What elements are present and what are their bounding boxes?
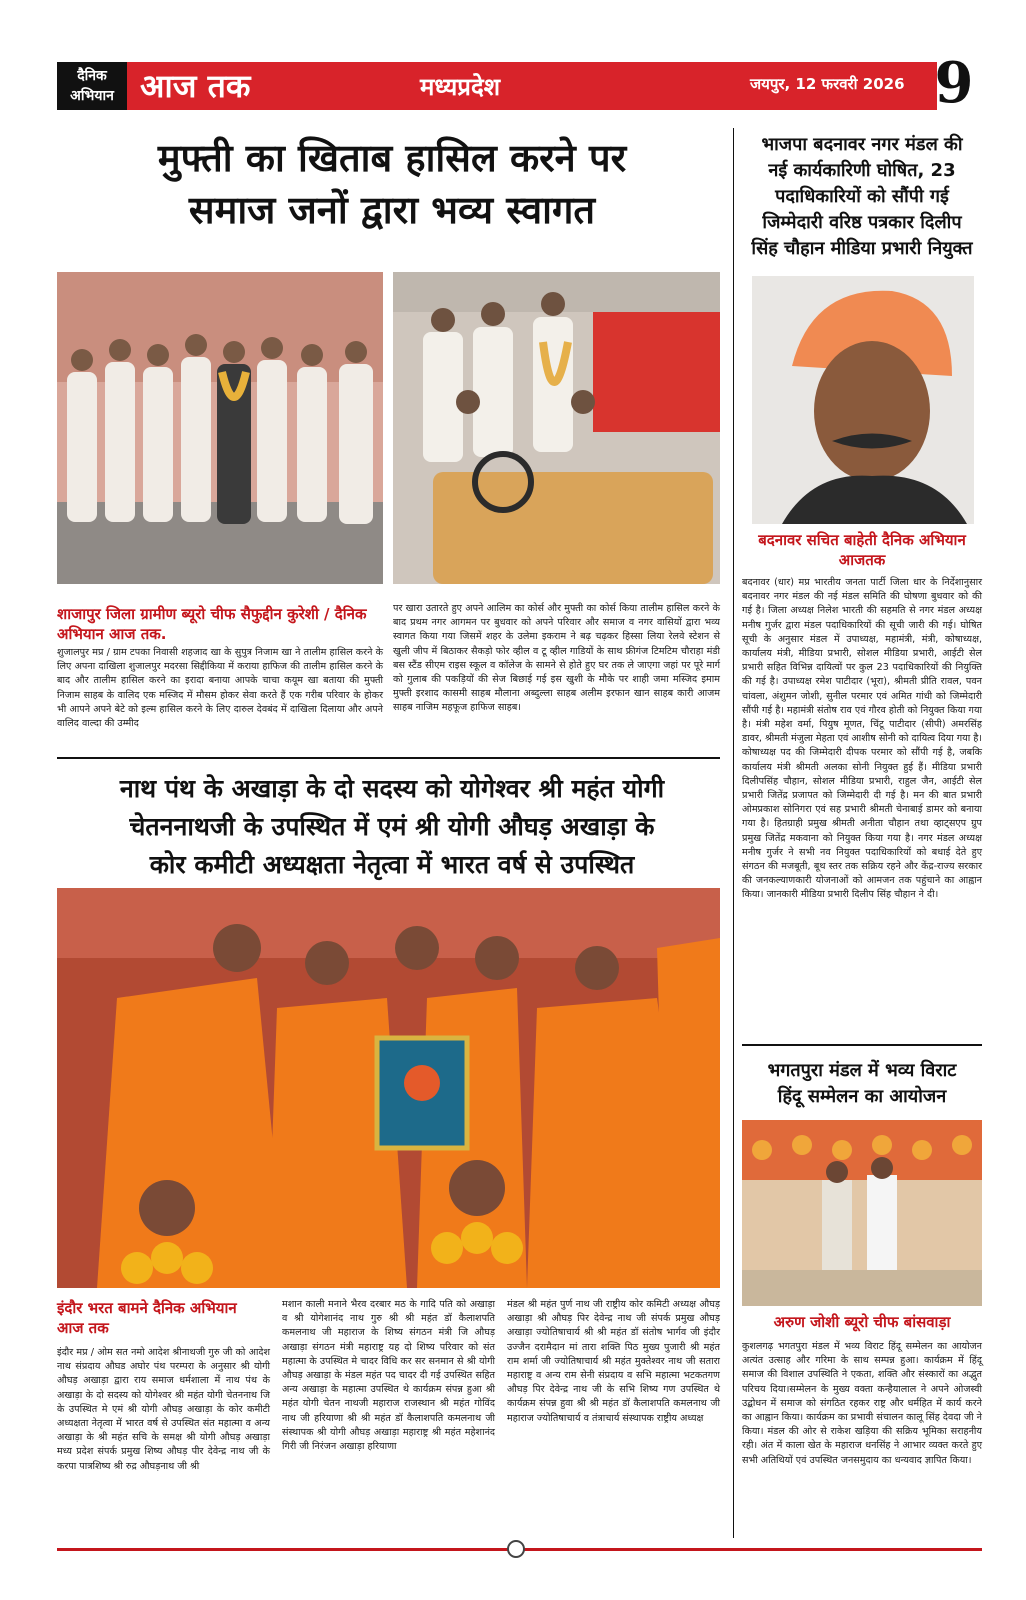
- column-divider: [733, 128, 734, 1538]
- story3-body: बदनावर (धार) मप्र भारतीय जनता पार्टी जिला धार के निर्देशानुसार बदनावर नगर मंडल की नई मंडल समिति की घोषणा बुधवार को की गई है। जिला अध्यक्ष निलेश भारती की सहमति से नगर मंडल अध्यक्ष मनीष गुर्जर द्वारा मंडल पदाधिकारियों की सूची जारी की गई। घोषित सूची के अनुसार मंडल में उपाध्यक्ष, महामंत्री, मंत्री, कोषाध्यक्ष, कार्यालय मंत्री, मीडिया प्रभारी, सोशल मीडिया प्रभारी, आईटी सेल प्रभारी सहित विभिन्न दायित्वों पर कुल 23 पदाधिकारियों की नियुक्ति की गई है। उपाध्यक्ष रमेश पाटीदार (भूरा), श्रीमती प्रीति रावल, पवन चांवला, अंशुमन जोशी, सुनील परमार एवं अमित गांधी को जिम्मेदारी सौंपी गई है। महामंत्री संतोष राव एवं गौरव होती को नियुक्त किया गया है। मंत्री महेश वर्मा, पियुष मूणत, चिंटू पाटीदार (सीपी) अमरसिंह डावर, श्रीमती मंजुला मेहता एवं आशीष सोनी को दायित्व दिया गया है। कोषाध्यक्ष पद की जिम्मेदारी दीपक परमार को सौंपी गई है, जबकि कार्यालय मंत्री श्रीमती अलका सोनी नियुक्त हुई हैं। मीडिया प्रभारी दिलीपसिंह चौहान, सोशल मीडिया प्रभारी, राहुल जैन, आईटी सेल प्रभारी जितेंद्र प्रजापत को जिम्मेदारी दी गई है। मन की बात प्रभारी ओमप्रकाश सोनिगरा एवं सह प्रभारी श्रीमती चेनाबाई डामर को बनाया गया है। हितग्राही प्रमुख श्रीमती अनीता चौहान तथा व्हाट्सएप ग्रुप प्रमुख जितेंद्र मकवाना को नियुक्त किया गया है। नगर मंडल अध्यक्ष मनीष गुर्जर ने सभी नव नियुक्त पदाधिकारियों को बधाई देते हुए संगठन की मजबूती, बूथ स्तर तक सक्रिय रहने और केंद्र-राज्य सरकार की जनकल्याणकारी योजनाओं को आमजन तक पहुंचाने का आह्वान किया। जानकारी मीडिया प्रभारी दिलीप सिंह चौहान ने दी।: [742, 577, 983, 901]
- story3-headline: [742, 132, 982, 262]
- story2-headline: [57, 770, 727, 884]
- story3-portrait: [752, 276, 974, 524]
- masthead-title: आज तक: [140, 67, 251, 105]
- story4-photo: [742, 1120, 982, 1306]
- story3-headline-line5: सिंह चौहान मीडिया प्रभारी नियुक्त: [751, 238, 973, 259]
- story4-headline-line2: हिंदू सम्मेलन का आयोजन: [777, 1086, 947, 1107]
- story2-photo: [57, 888, 720, 1288]
- story3-headline-line3: पदाधिकारियों को सौंपी गई: [775, 186, 949, 207]
- brand-line2: अभियान: [70, 88, 114, 104]
- masthead-brand: [57, 62, 127, 110]
- story3-headline-line2: नई कार्यकारिणी घोषित, 23: [768, 160, 956, 181]
- story2-headline-line1: नाथ पंथ के अखाड़ा के दो सदस्य को योगेश्वर श्री महंत योगी: [119, 774, 665, 803]
- masthead-date: जयपुर, 12 फरवरी 2026: [750, 75, 905, 93]
- registration-mark-icon: [507, 1540, 525, 1558]
- story3-headline-line4: जिम्मेदारी वरिष्ठ पत्रकार दिलीप: [762, 212, 962, 233]
- story1-headline: [57, 132, 727, 236]
- story3-headline-line1: भाजपा बदनावर नगर मंडल की: [761, 134, 963, 155]
- story2-headline-line3: कोर कमीटी अध्यक्षता नेतृत्वा में भारत वर्ष से उपस्थित: [149, 850, 635, 879]
- story1-caption: शाजापुर जिला ग्रामीण ब्यूरो चीफ सैफुद्दीन कुरेशी / दैनिक अभियान आज तक.: [57, 605, 367, 643]
- story1-body-col2: पर खारा उतारते हुए अपने आलिम का कोर्स और मुफ्ती का कोर्स किया तालीम हासिल करने के बाद प्रथम नगर आगमन पर बुधवार को अपने परिवार और समाज व नगर वासियों द्वारा भव्य स्वागत किया गया जिसमें शहर के उलेमा इकराम ने बढ़ चढ़कर हिस्सा लिया रेलवे स्टेशन से खुली जीप में बिठाकर सैकड़ो फोर व्हील व टू व्हील गाडियों के साथ फ्रीगंज टिमटिम चौराहा मंडी बस स्टैंड सीएम राइस स्कूल व कॉलेज के सामने से होते हुए घर तक ले जाएगा जहां पर पूरे मार्ग को गुलाब की पकड़ियों की सेज बिछाई गई इस खुशी के मौके पर शाही जमा मस्जिद इमाम मुफ्ती इरशाद कासमी साहब मौलाना अब्दुल्ला साहब अलीम इरफान खान साहब कारी आजम साहब नाजिम महफूज हाफिज साहब।: [393, 603, 720, 714]
- story2-body-col3: मंडल श्री महंत पुर्ण नाथ जी राष्ट्रीय कोर कमिटी अध्यक्ष औघड़ अखाड़ा श्री औघड़ पिर देवेन्द्र नाथ जी संपर्क प्रमुख औघड़ अखाड़ा ज्योतिषाचार्य श्री श्री महंत डॉ संतोष भार्गव जी इंदौर उज्जैन दरामैदान मां तारा शक्ति पिठ मुख्य पुजारी श्री महंत राम शर्मा जी ज्योतिषाचार्य श्री महंत मुक्तेश्वर नाथ जी सतारा महाराष्ट्र व अन्य राम सेनी संप्रदाय व सभि महात्मा भटकतगण औघड़ पिर देवेन्द्र नाथ जी के सभि शिष्य गण उपस्थित थे कार्यक्रम संपन्न हुवा श्री श्री महंत डॉ कैलाशपति कमलनाथ जी महाराज ज्योतिषाचार्य व तंत्राचार्य संस्थापक राष्ट्रीय अध्यक्ष: [507, 1299, 720, 1424]
- story4-headline-line1: भगतपुरा मंडल में भव्य विराट: [767, 1060, 957, 1081]
- story2-body-col2: मशान काली मनाने भैरव दरबार मठ के गादि पति को अखाड़ा व श्री योगेशानंद नाथ गुरु श्री श्री महंत डॉ कैलाशपति कमलनाथ जी महाराज के शिष्य संगठन मंत्री जि औघड़ अखाड़ा संगठन मंत्री महाराष्ट्र यह दो शिष्य परिवार को संत महात्मा के उपस्थित मे चादर विधि कर सर सनमान से श्री योगी औघड़ अखाड़ा के मंडल महंत पद चादर दी गई उपस्थित सहित अन्य अखाड़ा के महात्मा उपस्थित थे कार्यक्रम संपन्न हुआ श्री महंत योगी चेतन नाथजी महाराज राजस्थान श्री महंत गोविंद नाथ जी हरियाणा श्री श्री महंत डॉ कैलाशपति कमलनाथ जी संस्थापक श्री योगी औघड़ अखाड़ा महाराष्ट्र श्री महंत महेशानंद गिरी जी निरंजन अखाड़ा हरियाणा: [282, 1299, 495, 1453]
- story2-body-col1: इंदौर मप्र / ओम सत नमो आदेश श्रीनाथजी गुरु जी को आदेश नाथ संप्रदाय औघड अघोर पंथ परम्परा के अनुसार श्री योगी औघड़ अखाड़ा द्वारा राय समाज धर्मशाला में नाथ पंथ के अखाड़ा के दो सदस्य को योगेश्वर श्री महंत योगी चेतननाथ जि के उपस्थित मे एमं श्री योगी औघड़ अखाड़ा के कोर कमीटी अध्यक्षता नेतृत्वा में भारत वर्ष से उपस्थित संत महात्मा व अन्य अखाड़ा के श्री महंत सचि के समक्ष श्री योगी औघड़ अखाड़ा मध्य प्रदेश संपर्क प्रमुख शिष्य औघड़ पीर देवेन्द्र नाथ जी के करपा पात्रशिष्य श्री रुद्र औघड़नाथ जी श्री: [57, 1347, 270, 1472]
- story3-caption: बदनावर सचित बाहेती दैनिक अभियान आजतक: [758, 531, 966, 569]
- story2-headline-line2: चेतननाथजी के उपस्थित में एमं श्री योगी औघड़ अखाड़ा के: [129, 812, 655, 841]
- page-number: 9: [934, 50, 974, 116]
- story1-photo-jeep: [393, 272, 720, 584]
- story4-caption: अरुण जोशी ब्यूरो चीफ बांसवाड़ा: [773, 1313, 951, 1331]
- story1-photo-group: [57, 272, 383, 584]
- story1-headline-line1: मुफ्ती का खिताब हासिल करने पर: [157, 136, 627, 180]
- masthead-section: मध्यप्रदेश: [420, 73, 501, 101]
- story-separator: [57, 757, 720, 759]
- right-separator: [742, 1044, 982, 1046]
- story4-body: कुशलगढ़ भगतपुरा मंडल में भव्य विराट हिंदू सम्मेलन का आयोजन अत्यंत उत्साह और गरिमा के साथ सम्पन्न हुआ। कार्यक्रम में हिंदू समाज की विशाल उपस्थिति ने एकता, शक्ति और संस्कारों का अद्भुत परिचय दिया।सम्मेलन के मुख्य वक्ता कन्हैयालाल ने अपने ओजस्वी उद्बोधन में समाज को संगठित रहकर राष्ट्र और धर्महित में कार्य करने का आह्वान किया। कार्यक्रम का प्रभावी संचालन कालू सिंह देवदा जी ने किया। मंडल की ओर से राकेश खड़िया की सक्रिय भूमिका सराहनीय रही। अंत में काला खेत के महाराज धनसिंह ने आभार व्यक्त करते हुए सभी अतिथियों एवं उपस्थित जनसमुदाय का धन्यवाद ज्ञापित किया।: [742, 1341, 982, 1466]
- story2-caption: इंदौर भरत बामने दैनिक अभियान आज तक: [57, 1299, 237, 1337]
- story1-body-col1: शुजालपुर मप्र / ग्राम टपका निवासी शहजाद खा के सुपुत्र निजाम खा ने तालीम हासिल करने के लिए अपना दाखिला शुजालपुर मदरसा सिद्दीकिया में कराया हाफिज की तालीम हासिल करने के बाद और तालीम हासिल करने का इरादा बनाया आपके चाचा कयूम खा बताया की मुफ्ती निजाम साहब के वालिद एक मस्जिद में मौसम होकर सेवा करते हैं एक गरीब परिवार के होकर भी आपने अपने बेटे को इल्म हासिल करने के लिए दारुल देवबंद में दाखिला दिलाया और अपने वालिद वाल्दा की उम्मीद: [57, 647, 383, 730]
- brand-line1: दैनिक: [77, 68, 107, 84]
- story1-headline-line2: समाज जनों द्वारा भव्य स्वागत: [188, 188, 596, 232]
- story4-headline: [742, 1058, 982, 1110]
